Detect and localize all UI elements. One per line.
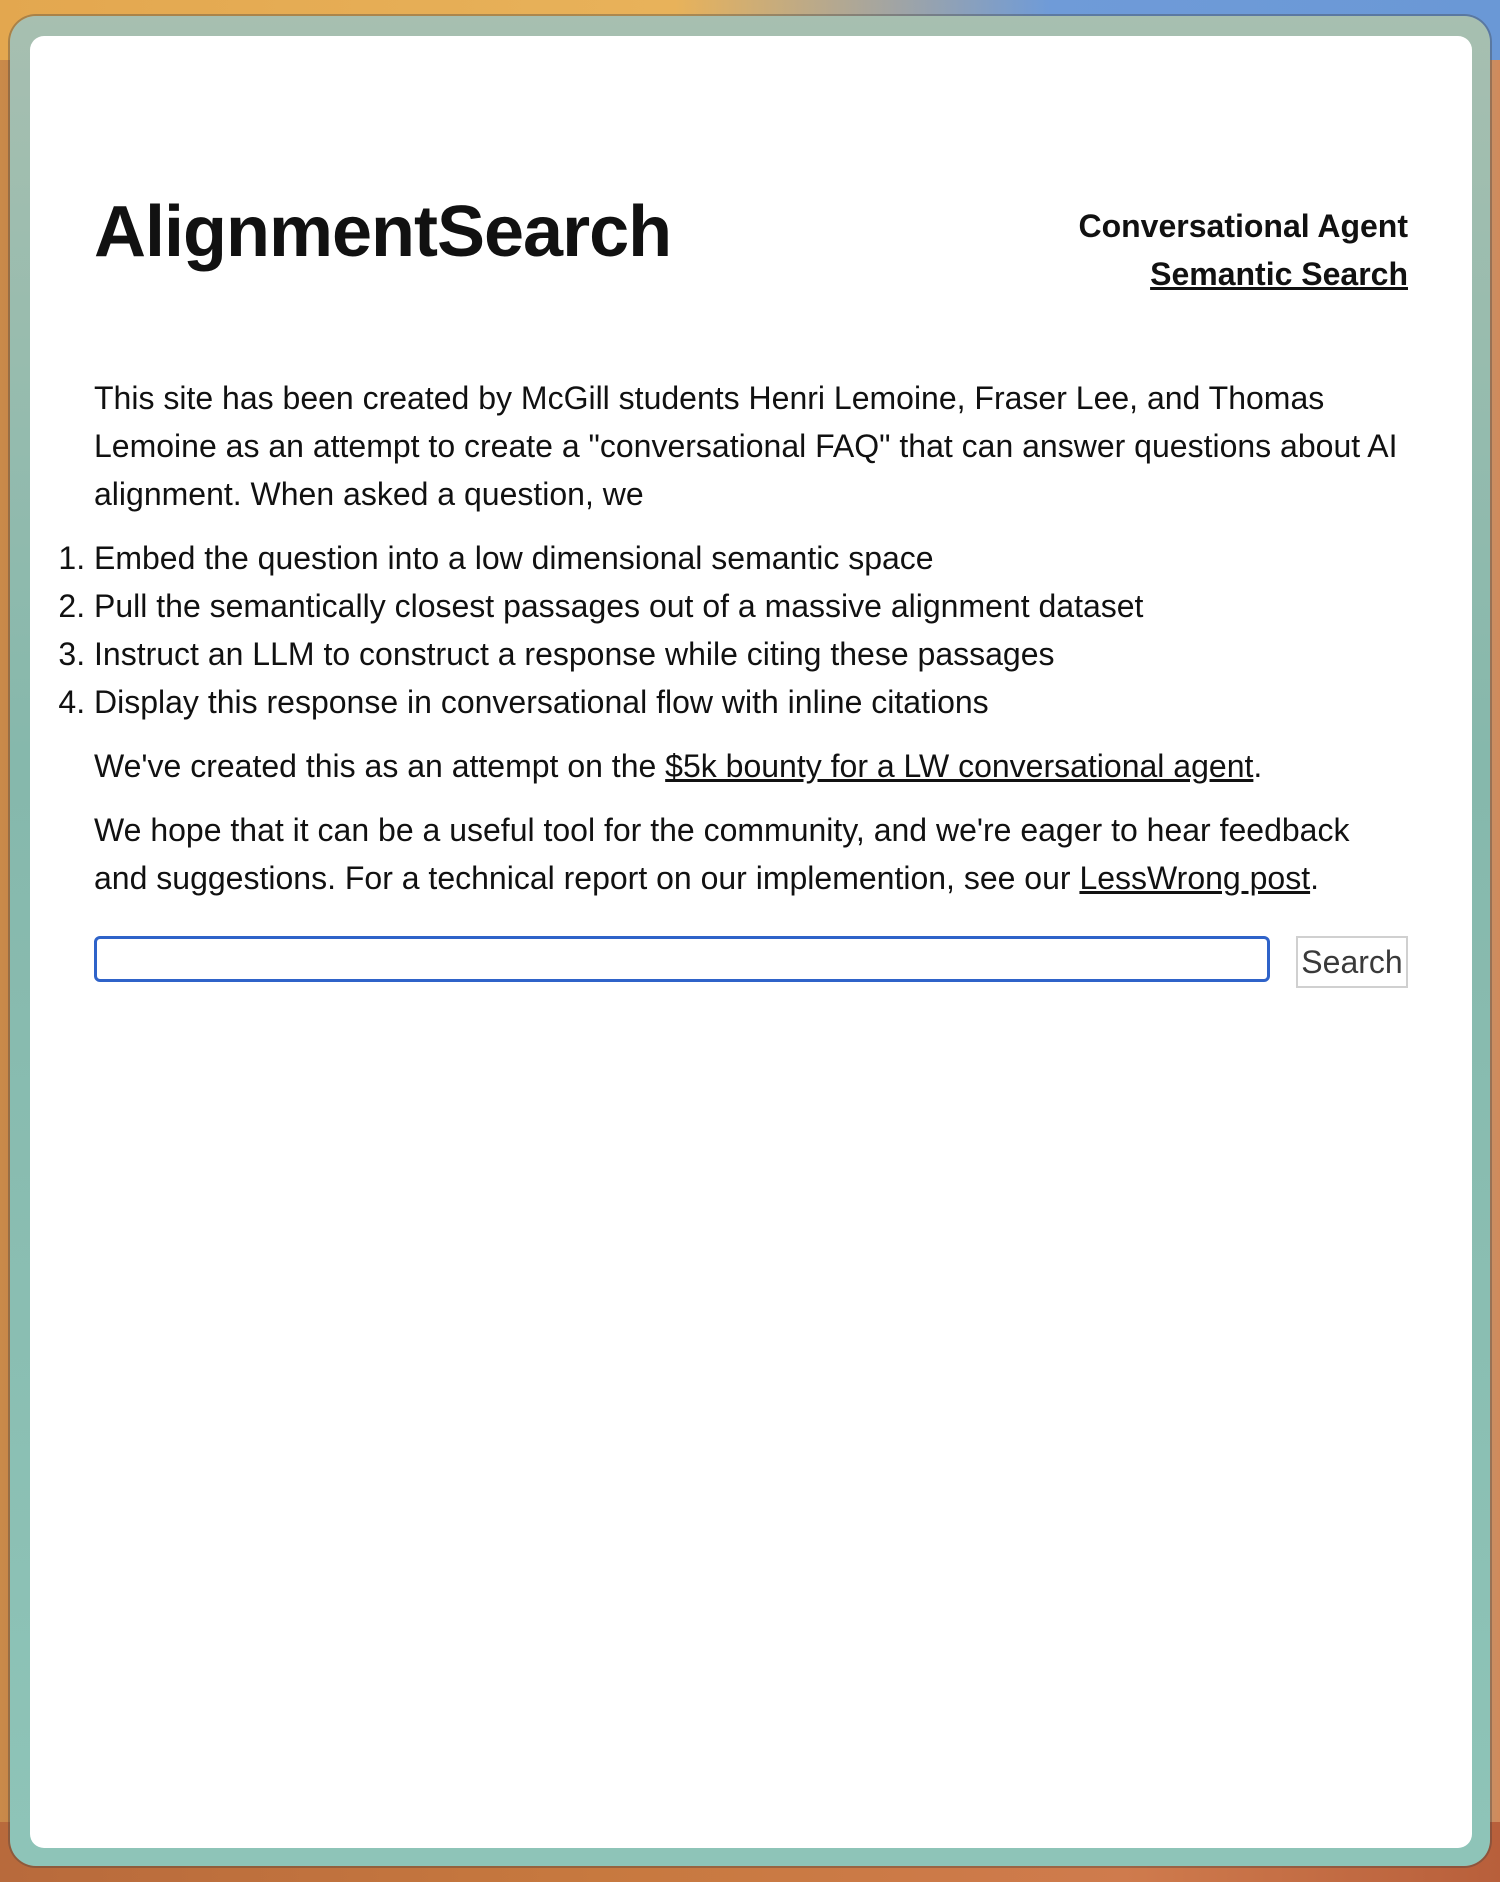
list-item: 1. Embed the question into a low dimensional semantic space [94, 534, 1408, 582]
search-input[interactable] [94, 936, 1270, 982]
steps-list [94, 534, 1408, 726]
lesswrong-post-link[interactable]: LessWrong post [1079, 860, 1311, 896]
nav-link-conversational-agent[interactable]: Conversational Agent [1078, 208, 1408, 244]
bounty-text: We've created this as an attempt on the [94, 748, 666, 784]
site-title: AlignmentSearch [94, 192, 672, 272]
bounty-text-end: . [1253, 748, 1263, 784]
nav-link-semantic-search[interactable]: Semantic Search [1150, 256, 1408, 292]
search-bar [94, 936, 1408, 988]
list-item: 4. Display this response in conversational flow with inline citations [94, 678, 1408, 726]
search-button[interactable]: Search [1296, 936, 1408, 988]
bounty-link[interactable]: $5k bounty for a LW conversational agent [665, 748, 1254, 784]
list-item: 2. Pull the semantically closest passages out of a massive alignment dataset [94, 582, 1408, 630]
feedback-paragraph [94, 806, 1408, 902]
intro-paragraph: This site has been created by McGill students Henri Lemoine, Fraser Lee, and Thomas Lemoine as an attempt to create a "conversational FAQ" that can answer questions about AI alignment. When asked a question, we [94, 380, 1398, 512]
feedback-text-end: . [1310, 860, 1319, 896]
bounty-paragraph [94, 742, 1408, 790]
feedback-text: We hope that it can be a useful tool for the community, and we're eager to hear feedback and suggestions. For a technical report on our implemention, see our [94, 812, 1350, 896]
page-viewport [30, 36, 1472, 1848]
intro-section [94, 374, 1408, 918]
list-item: 3. Instruct an LLM to construct a response while citing these passages [94, 630, 1408, 678]
top-nav [1078, 202, 1408, 298]
